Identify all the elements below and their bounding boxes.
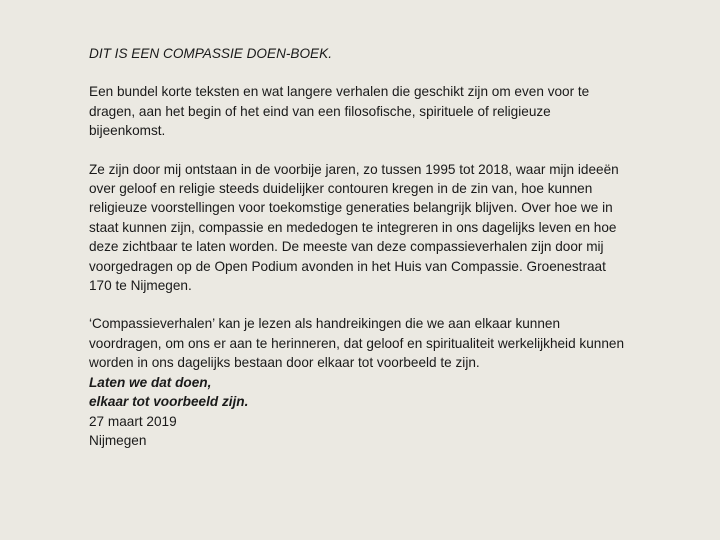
closing-place: Nijmegen [89, 432, 147, 448]
paragraph-intro-text: Een bundel korte teksten en wat langere verhalen die geschikt zijn om even voor te dragen, aan het begin of het eind van een filosofische, spirituele of religieuze bijeenkomst. [89, 84, 590, 139]
closing-line-1: Laten we dat doen, [89, 374, 212, 390]
paragraph-closing [89, 314, 629, 450]
paragraph-origin-text: Ze zijn door mij ontstaan in de voorbije jaren, zo tussen 1995 tot 2018, waar mijn ideeën over geloof en religie steeds duidelijker contouren kregen in de zin van, hoe kunnen religieuze voorstellingen voor toekomstige generaties belangrijk blijven. Over hoe we in staat kunnen zijn, compassie en mededogen te integreren in ons dagelijks leven en hoe deze zichtbaar te laten worden. De meeste van deze compassieverhalen zijn door mij voorgedragen op de Open Podium avonden in het Huis van Compassie. Groenestraat 170 te Nijmegen. [89, 161, 619, 294]
paragraph-closing-text: ‘Compassieverhalen’ kan je lezen als handreikingen die we aan elkaar kunnen voordragen, om ons er aan te herinneren, dat geloof en spiritualiteit werkelijkheid kunnen worden in ons dagelijks bestaan door elkaar tot voorbeeld te zijn. [89, 316, 625, 371]
paragraph-intro [89, 82, 629, 140]
document-page [89, 44, 629, 469]
document-heading: DIT IS EEN COMPASSIE DOEN-BOEK. [89, 46, 332, 61]
paragraph-origin [89, 160, 629, 296]
closing-line-2: elkaar tot voorbeeld zijn. [89, 394, 249, 410]
closing-date: 27 maart 2019 [89, 413, 177, 429]
